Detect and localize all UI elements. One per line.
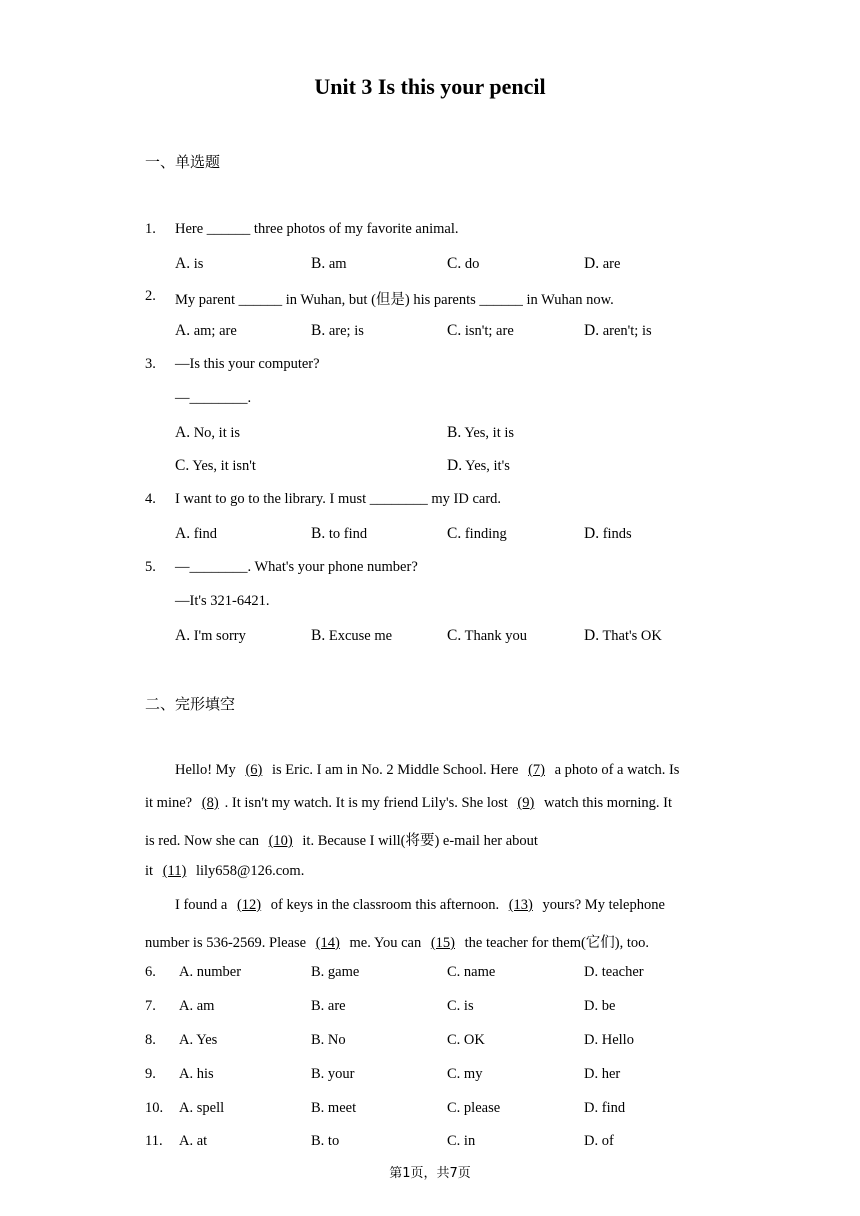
option-a: A. is [175, 255, 204, 272]
cloze-number: 8. [145, 1032, 156, 1048]
passage-line: is red. Now she can (10) it. Because I will(将要) e-mail her about [145, 833, 538, 849]
option-d: D. find [584, 1100, 626, 1116]
page-title: Unit 3 Is this your pencil [314, 74, 546, 99]
question-number: 1. [145, 221, 156, 237]
page-footer: 第1页，共7页 [389, 1166, 471, 1181]
passage-line: Hello! My (6) is Eric. I am in No. 2 Middle School. Here (7) a photo of a watch. Is [175, 762, 680, 778]
blank-8: (8) [201, 795, 219, 811]
blank-11: (11) [162, 863, 187, 879]
option-b: B. are [311, 998, 346, 1014]
option-d: D. That's OK [584, 627, 662, 644]
option-a: A. his [179, 1066, 214, 1082]
option-a: A. number [179, 964, 242, 980]
option-c: C. please [447, 1100, 501, 1116]
option-d: D. are [584, 255, 621, 272]
option-c: C. isn't; are [447, 322, 514, 339]
option-d: D. teacher [584, 964, 644, 980]
question-text: My parent ______ in Wuhan, but (但是) his parents ______ in Wuhan now. [175, 292, 614, 308]
cloze-number: 6. [145, 964, 156, 980]
blank-14: (14) [315, 935, 340, 951]
option-c: C. Thank you [447, 627, 528, 644]
option-a: A. Yes [179, 1032, 218, 1048]
option-a: A. spell [179, 1100, 225, 1116]
passage-line: I found a (12) of keys in the classroom this afternoon. (13) yours? My telephone [175, 897, 665, 913]
option-d: D. Yes, it's [447, 457, 510, 474]
question-text: Here ______ three photos of my favorite animal. [175, 221, 459, 237]
cloze-number: 7. [145, 998, 156, 1014]
option-c: C. name [447, 964, 496, 980]
option-b: B. meet [311, 1100, 357, 1116]
option-b: B. No [311, 1032, 346, 1048]
option-c: C. my [447, 1066, 483, 1082]
question-number: 4. [145, 491, 156, 507]
question-number: 2. [145, 288, 156, 304]
question-number: 5. [145, 559, 156, 575]
option-a: A. am [179, 998, 215, 1014]
blank-13: (13) [508, 897, 533, 913]
option-c: C. do [447, 255, 480, 272]
option-b: B. your [311, 1066, 355, 1082]
cloze-number: 11. [145, 1133, 163, 1149]
option-d: D. finds [584, 525, 632, 542]
option-a: A. I'm sorry [175, 627, 246, 644]
blank-7: (7) [528, 762, 545, 778]
option-d: D. of [584, 1133, 614, 1149]
option-c: C. OK [447, 1032, 485, 1048]
option-b: B. to find [311, 525, 368, 542]
option-a: A. find [175, 525, 218, 542]
question-text: —Is this your computer? [175, 356, 320, 372]
question-number: 3. [145, 356, 156, 372]
passage-line: number is 536-2569. Please (14) me. You can (15) the teacher for them(它们), too. [145, 935, 650, 951]
section-heading-single-choice: 一、单选题 [145, 153, 221, 171]
option-a: A. am; are [175, 322, 237, 339]
question-text-line-2: —It's 321-6421. [175, 593, 270, 609]
option-d: D. aren't; is [584, 322, 652, 339]
blank-9: (9) [517, 795, 535, 811]
option-b: B. game [311, 964, 360, 980]
question-text-line-2: —________. [175, 390, 252, 406]
option-d: D. her [584, 1066, 621, 1082]
option-c: C. is [447, 998, 474, 1014]
passage-line: it (11) lily658@126.com. [145, 863, 305, 879]
question-text: —________. What's your phone number? [175, 559, 418, 575]
option-b: B. to [311, 1133, 340, 1149]
option-b: B. are; is [311, 322, 364, 339]
option-a: A. at [179, 1133, 208, 1149]
blank-12: (12) [236, 897, 262, 913]
option-b: B. Yes, it is [447, 424, 515, 441]
option-c: C. in [447, 1133, 476, 1149]
option-d: D. Hello [584, 1032, 634, 1048]
question-text: I want to go to the library. I must ________ my ID card. [175, 491, 502, 507]
blank-10: (10) [268, 833, 293, 849]
cloze-number: 9. [145, 1066, 156, 1082]
blank-15: (15) [430, 935, 456, 951]
blank-6: (6) [245, 762, 263, 778]
option-b: B. am [311, 255, 347, 272]
option-b: B. Excuse me [311, 627, 393, 644]
option-c: C. Yes, it isn't [175, 457, 256, 474]
cloze-number: 10. [145, 1100, 164, 1116]
option-c: C. finding [447, 525, 507, 542]
option-a: A. No, it is [175, 424, 241, 441]
section-heading-cloze: 二、完形填空 [145, 695, 236, 713]
option-d: D. be [584, 998, 616, 1014]
passage-line: it mine? (8) . It isn't my watch. It is my friend Lily's. She lost (9) watch this morning. It [145, 795, 673, 811]
